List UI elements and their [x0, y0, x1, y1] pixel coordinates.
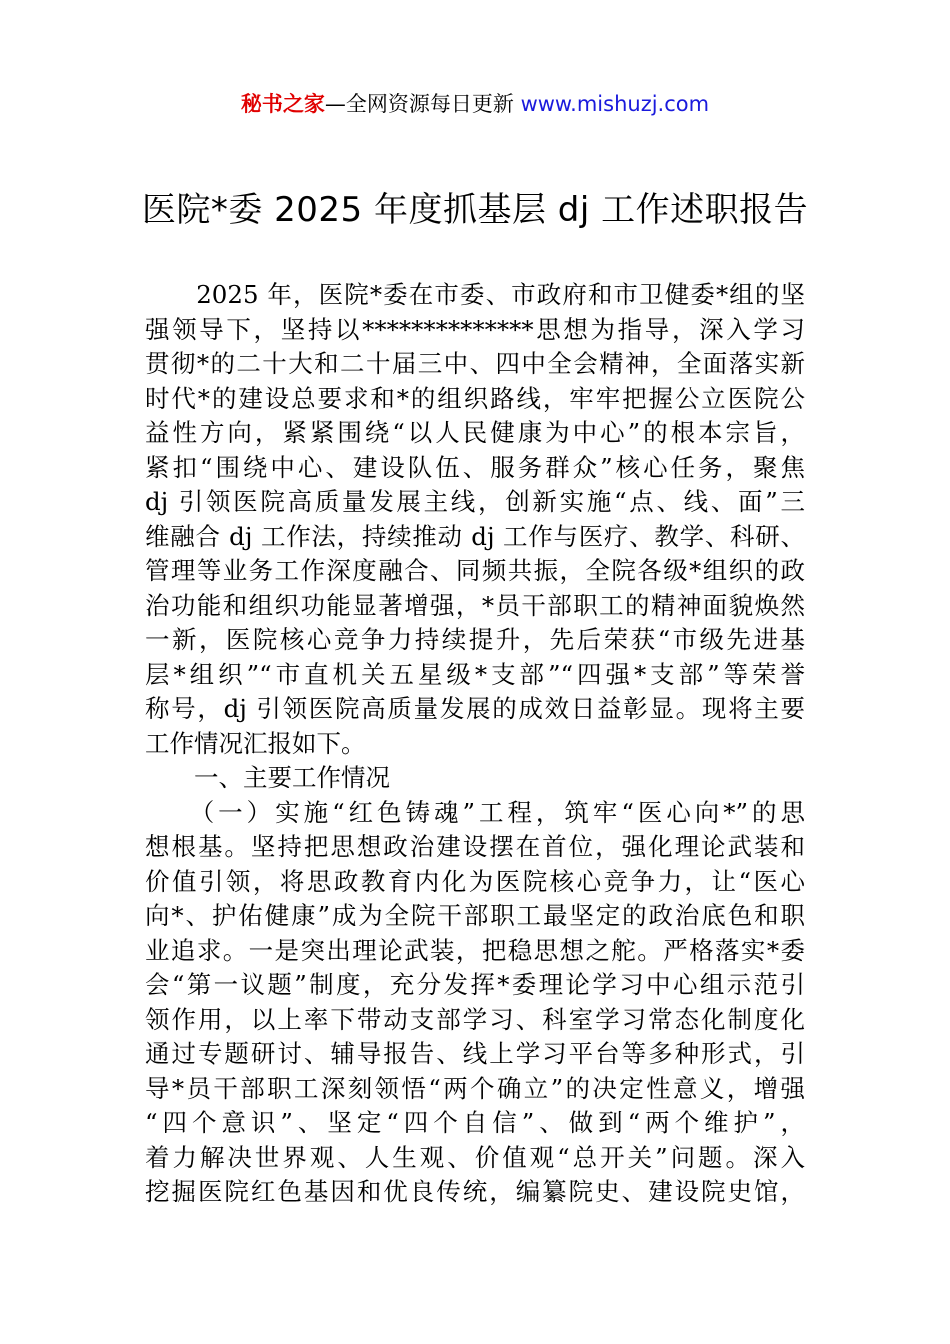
body-line: 着力解决世界观、人生观、价值观“总开关”问题。深入 [145, 1142, 805, 1172]
document-body [145, 278, 805, 1210]
body-line: 通过专题研讨、辅导报告、线上学习平台等多种形式，引 [145, 1039, 805, 1068]
site-name: 秘书之家 [240, 92, 325, 116]
body-line: 维融合 dj 工作法，持续推动 dj 工作与医疗、教学、科研、 [145, 521, 805, 551]
body-line: 2025 年，医院*委在市委、市政府和市卫健委*组的坚 [145, 280, 805, 309]
body-line: 领作用，以上率下带动支部学习、科室学习常态化制度化 [145, 1004, 805, 1034]
body-line: 层*组织”“市直机关五星级*支部”“四强*支部”等荣誉 [145, 659, 805, 689]
body-line: 业追求。一是突出理论武装，把稳思想之舵。严格落实*委 [145, 935, 805, 965]
body-line: 时代*的建设总要求和*的组织路线，牢牢把握公立医院公 [145, 383, 805, 413]
site-header [0, 88, 950, 120]
body-line: 治功能和组织功能显著增强，*员干部职工的精神面貌焕然 [145, 590, 805, 620]
body-line: “四个意识”、坚定“四个自信”、做到“两个维护”， [145, 1108, 805, 1137]
body-line: 称号，dj 引领医院高质量发展的成效日益彰显。现将主要 [145, 694, 805, 723]
body-line: 工作情况汇报如下。 [145, 728, 366, 758]
section-heading: 一、主要工作情况 [145, 763, 390, 792]
body-line: 想根基。坚持把思想政治建设摆在首位，强化理论武装和 [145, 832, 805, 861]
body-line: 强领导下，坚持以**************思想为指导，深入学习 [145, 314, 805, 344]
document-title: 医院*委 2025 年度抓基层 dj 工作述职报告 [141, 190, 809, 230]
body-line: dj 引领医院高质量发展主线，创新实施“点、线、面”三 [145, 487, 805, 516]
body-line: 贯彻*的二十大和二十届三中、四中全会精神，全面落实新 [145, 349, 805, 378]
body-line: （一）实施“红色铸魂”工程，筑牢“医心向*”的思 [145, 797, 805, 827]
site-url-link[interactable]: www.mishuzj.com [520, 92, 710, 116]
body-line: 价值引领，将思政教育内化为医院核心竞争力，让“医心 [145, 866, 805, 896]
body-line: 导*员干部职工深刻领悟“两个确立”的决定性意义，增强 [145, 1073, 805, 1103]
body-line: 挖掘医院红色基因和优良传统，编纂院史、建设院史馆， [145, 1177, 805, 1206]
body-line: 管理等业务工作深度融合、同频共振，全院各级*组织的政 [145, 556, 805, 585]
body-line: 益性方向，紧紧围绕“以人民健康为中心”的根本宗旨， [145, 418, 805, 447]
body-line: 会“第一议题”制度，充分发挥*委理论学习中心组示范引 [145, 970, 805, 999]
body-line: 向*、护佑健康”成为全院干部职工最坚定的政治底色和职 [145, 901, 805, 930]
site-tagline: —全网资源每日更新 [324, 92, 521, 116]
body-line: 一新，医院核心竞争力持续提升，先后荣获“市级先进基 [145, 625, 805, 654]
body-line: 紧扣“围绕中心、建设队伍、服务群众”核心任务，聚焦 [145, 452, 805, 482]
